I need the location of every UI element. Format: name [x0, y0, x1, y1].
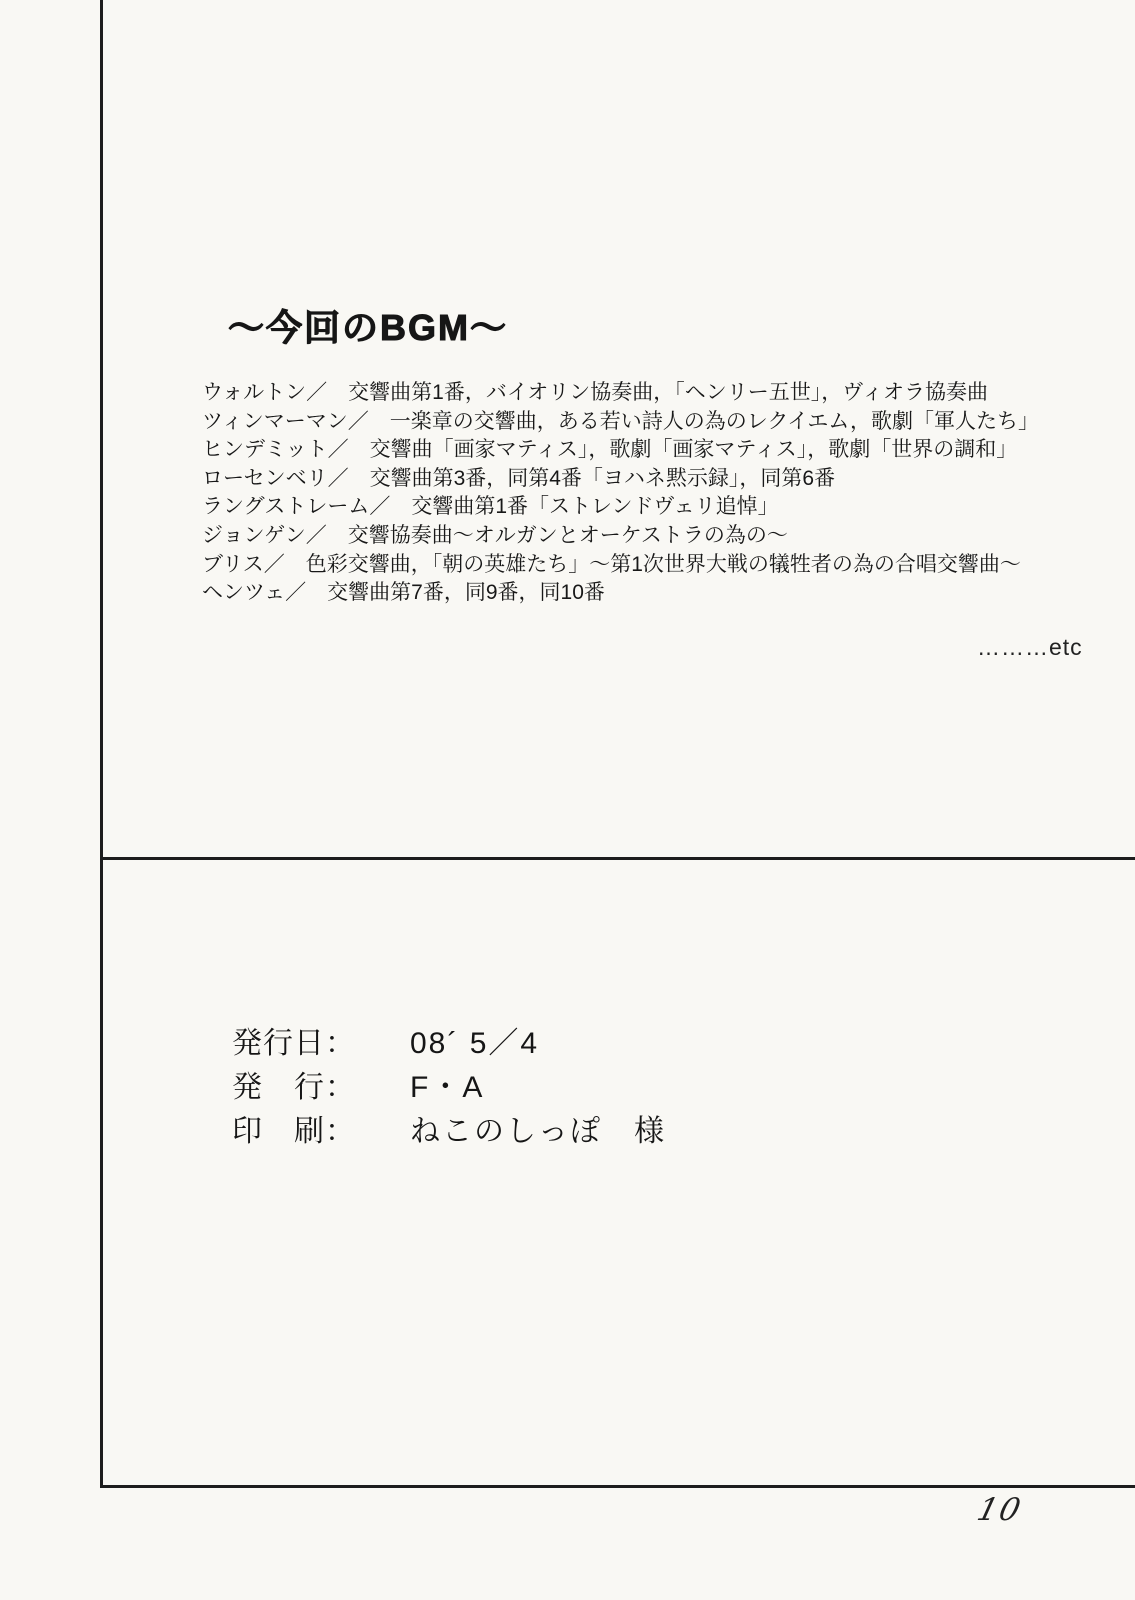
middle-divider-line: [102, 857, 1135, 860]
printer-value: ねこのしっぽ 様: [410, 1115, 666, 1148]
bgm-entry-jongen: ジョンゲン／ 交響協奏曲～オルガンとオーケストラの為の～: [202, 523, 788, 547]
bgm-entry-zimmermann: ツィンマーマン／ 一楽章の交響曲，ある若い詩人の為のレクイエム，歌劇「軍人たち」: [202, 409, 1040, 433]
bgm-entry-henze: ヘンツェ／ 交響曲第7番，同9番，同10番: [202, 581, 605, 605]
etc-note: ………etc: [977, 634, 1083, 660]
publisher-label: 発 行：: [232, 1071, 356, 1104]
bgm-section-title: ～今回のBGM～: [228, 307, 508, 348]
colophon-block: [232, 1022, 666, 1154]
bgm-entry-bliss: ブリス／ 色彩交響曲，「朝の英雄たち」～第1次世界大戦の犠牲者の為の合唱交響曲～: [202, 552, 1021, 576]
bgm-entry-rosenberg: ローセンベリ／ 交響曲第3番，同第4番「ヨハネ黙示録」，同第6番: [202, 466, 836, 490]
colophon-row-printer: [232, 1110, 666, 1154]
bgm-composer-list: [202, 379, 1039, 608]
colophon-row-publisher: [232, 1066, 666, 1110]
colophon-row-publish-date: [232, 1022, 666, 1066]
publisher-value: F・A: [410, 1071, 485, 1104]
publish-date-value: 08´ 5／4: [410, 1027, 540, 1060]
bgm-entry-walton: ウォルトン／ 交響曲第1番，バイオリン協奏曲，「ヘンリー五世」，ヴィオラ協奏曲: [202, 381, 988, 404]
printer-label: 印 刷：: [232, 1115, 356, 1148]
left-page-border-line: [100, 0, 103, 1488]
bgm-entry-hindemith: ヒンデミット／ 交響曲「画家マティス」，歌劇「画家マティス」，歌劇「世界の調和」: [202, 438, 1018, 462]
publish-date-label: 発行日：: [232, 1027, 356, 1060]
bgm-entry-rangstrom: ラングストレーム／ 交響曲第1番「ストレンドヴェリ追悼」: [202, 495, 779, 519]
page-number: 10: [973, 1492, 1026, 1528]
bottom-divider-line: [102, 1485, 1135, 1488]
